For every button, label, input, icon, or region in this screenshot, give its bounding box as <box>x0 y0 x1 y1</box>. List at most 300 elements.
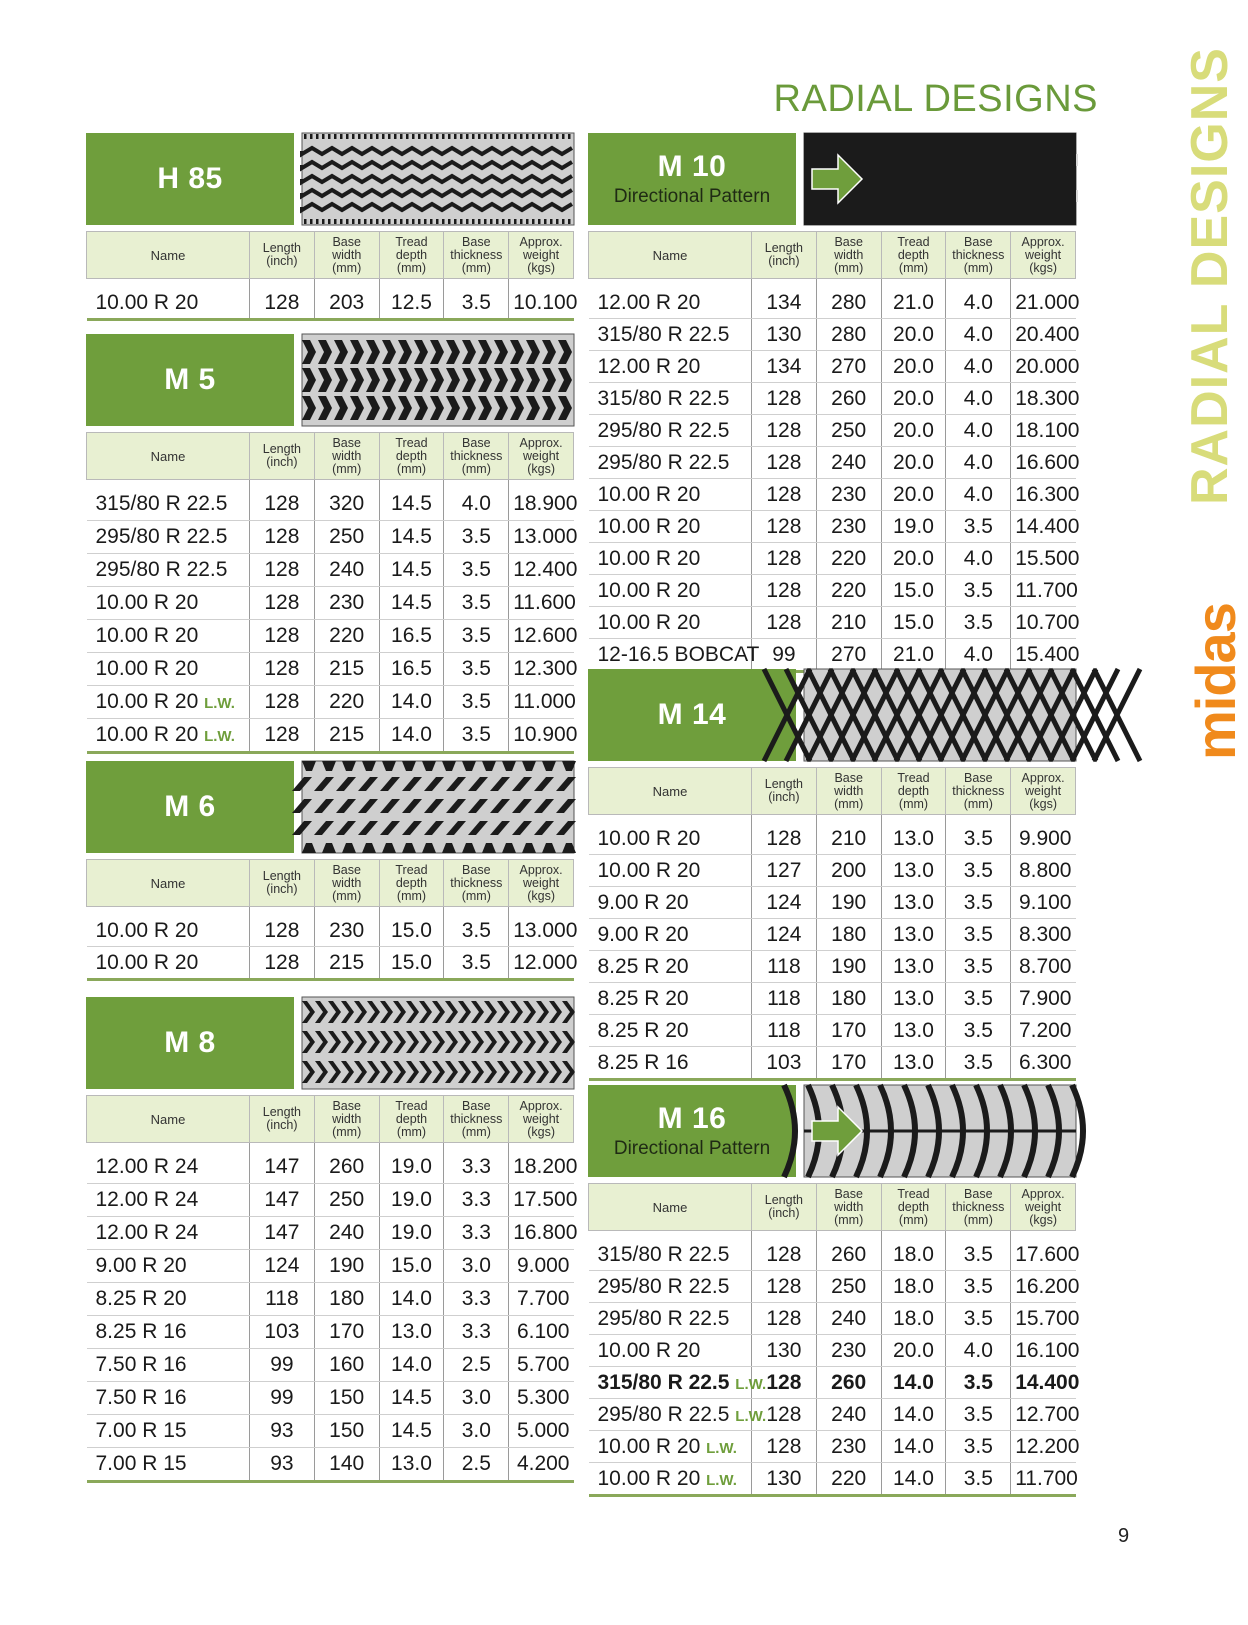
col-header-line: (kgs) <box>527 461 555 476</box>
col-header-line: (mm) <box>461 260 491 275</box>
table-row <box>589 1335 1076 1367</box>
model-badge <box>588 133 796 225</box>
tyre-size-cell <box>87 1217 250 1250</box>
col-header-length <box>250 860 315 907</box>
base-width-cell: 230 <box>314 587 379 620</box>
col-header-name: Name <box>87 433 250 480</box>
col-header-line: Tread <box>395 1098 428 1113</box>
tyre-size-cell <box>589 543 752 575</box>
base-thickness-cell: 4.0 <box>946 543 1011 575</box>
length-cell: 99 <box>250 1349 315 1382</box>
tyre-size: 7.00 R 15 <box>95 1452 187 1475</box>
table-row <box>87 1283 574 1316</box>
base-width-cell: 250 <box>816 415 881 447</box>
tyre-size: 12.00 R 20 <box>597 290 701 314</box>
section-m5 <box>86 334 578 754</box>
tyre-size-cell <box>589 319 752 351</box>
tread-depth-cell: 15.0 <box>379 907 444 947</box>
length-cell: 118 <box>752 983 817 1015</box>
base-thickness-cell: 3.0 <box>444 1415 509 1448</box>
header-row <box>87 1096 574 1143</box>
weight-cell: 7.200 <box>1011 1015 1076 1047</box>
col-header-tread-depth <box>379 433 444 480</box>
spec-table <box>86 432 578 754</box>
base-width-cell: 203 <box>314 279 379 320</box>
base-thickness-cell: 3.3 <box>444 1184 509 1217</box>
model-name: M 5 <box>164 363 216 396</box>
col-header-line: (mm) <box>898 796 929 811</box>
section-header <box>588 669 1076 761</box>
length-cell: 128 <box>250 719 315 753</box>
table-row <box>589 1231 1076 1271</box>
col-header-line: Length <box>764 1193 804 1207</box>
weight-cell: 13.000 <box>509 907 574 947</box>
col-header-line: Base <box>332 234 361 249</box>
length-cell: 93 <box>250 1415 315 1448</box>
weight-cell: 14.400 <box>1011 511 1076 543</box>
tread-depth-cell: 14.0 <box>379 1283 444 1316</box>
tread-depth-cell: 14.5 <box>379 587 444 620</box>
tyre-size: 10.00 R 20 <box>597 514 701 538</box>
header-row <box>589 1184 1076 1231</box>
tread-pattern-image <box>804 133 1076 225</box>
col-header-weight <box>1011 768 1076 815</box>
length-cell: 128 <box>250 947 315 980</box>
base-width-cell: 240 <box>816 1399 881 1431</box>
section-header <box>588 1085 1076 1177</box>
tyre-size: 295/80 R 22.5 <box>95 558 228 581</box>
page-title: RADIAL DESIGNS <box>773 78 1098 120</box>
base-width-cell: 160 <box>314 1349 379 1382</box>
length-cell: 128 <box>752 1367 817 1399</box>
length-cell: 130 <box>752 1463 817 1496</box>
col-header-line: (mm) <box>461 461 491 476</box>
spec-table-body <box>87 279 578 320</box>
table-row <box>589 1303 1076 1335</box>
col-header-line: Base <box>332 1098 361 1113</box>
length-cell: 147 <box>250 1184 315 1217</box>
col-header-line: Approx. <box>519 862 563 877</box>
col-header-line: depth <box>897 783 930 798</box>
col-header-line: (kgs) <box>527 888 555 903</box>
section-header <box>86 334 574 426</box>
weight-cell: 10.900 <box>509 719 574 753</box>
base-width-cell: 180 <box>816 983 881 1015</box>
length-cell: 118 <box>752 951 817 983</box>
length-cell: 128 <box>752 383 817 415</box>
tread-depth-cell: 13.0 <box>881 919 946 951</box>
tyre-size: 8.25 R 16 <box>597 1050 689 1074</box>
table-row <box>87 480 574 521</box>
tyre-size: 10.00 R 20 <box>597 610 701 634</box>
col-header-line: Base <box>834 1186 863 1201</box>
col-header-base-thickness <box>444 860 509 907</box>
length-cell: 128 <box>752 1271 817 1303</box>
weight-cell: 8.800 <box>1011 855 1076 887</box>
weight-cell: 17.600 <box>1011 1231 1076 1271</box>
col-header-line: width <box>332 448 362 463</box>
col-header-weight <box>509 860 574 907</box>
col-header-line: thickness <box>952 247 1005 262</box>
table-row <box>589 479 1076 511</box>
col-header-line: (mm) <box>396 888 427 903</box>
tyre-size: 295/80 R 22.5 <box>597 418 730 442</box>
col-header-line: thickness <box>450 247 503 262</box>
col-header-line: Tread <box>395 435 428 450</box>
col-header-weight <box>1011 232 1076 279</box>
table-row <box>589 1271 1076 1303</box>
base-thickness-cell: 3.5 <box>946 1367 1011 1399</box>
base-thickness-cell: 3.3 <box>444 1316 509 1349</box>
tyre-size-cell <box>589 415 752 447</box>
base-thickness-cell: 3.5 <box>444 907 509 947</box>
col-header-line: Length <box>764 241 804 255</box>
length-cell: 128 <box>250 686 315 719</box>
spec-table-head <box>87 433 574 480</box>
tyre-size: 10.00 R 20 <box>597 546 701 570</box>
tyre-size-cell <box>87 947 250 980</box>
tread-depth-cell: 16.5 <box>379 653 444 686</box>
weight-cell: 10.700 <box>1011 607 1076 639</box>
weight-cell: 11.600 <box>509 587 574 620</box>
section-m10 <box>588 133 1080 673</box>
base-width-cell: 220 <box>314 686 379 719</box>
col-header-line: (inch) <box>266 1118 298 1132</box>
base-thickness-cell: 3.5 <box>946 951 1011 983</box>
tread-depth-cell: 14.5 <box>379 521 444 554</box>
base-thickness-cell: 4.0 <box>946 415 1011 447</box>
header-row <box>87 433 574 480</box>
tyre-size: 295/80 R 22.5 <box>95 525 228 548</box>
col-header-line: (inch) <box>768 1206 800 1220</box>
table-row <box>589 639 1076 672</box>
tyre-size-cell <box>87 719 250 753</box>
tyre-size: 10.00 R 20 <box>95 918 199 942</box>
base-width-cell: 190 <box>314 1250 379 1283</box>
length-cell: 147 <box>250 1143 315 1184</box>
col-header-line: (mm) <box>963 796 993 811</box>
tread-depth-cell: 13.0 <box>881 1047 946 1080</box>
col-header-line: width <box>332 247 362 262</box>
table-row <box>589 279 1076 319</box>
weight-cell: 16.200 <box>1011 1271 1076 1303</box>
weight-cell: 15.700 <box>1011 1303 1076 1335</box>
col-header-line: Tread <box>395 234 428 249</box>
tyre-size: 9.00 R 20 <box>597 890 689 914</box>
tyre-size-cell <box>589 479 752 511</box>
tread-depth-cell: 12.5 <box>379 279 444 320</box>
tyre-size: 10.00 R 20 <box>95 591 199 614</box>
tyre-size: 10.00 R 20 <box>95 723 199 746</box>
tread-depth-cell: 13.0 <box>379 1316 444 1349</box>
base-thickness-cell: 3.5 <box>946 607 1011 639</box>
section-header <box>86 133 574 225</box>
base-thickness-cell: 3.5 <box>946 815 1011 855</box>
length-cell: 128 <box>250 554 315 587</box>
tread-pattern-image <box>302 997 574 1089</box>
tyre-size-cell <box>589 351 752 383</box>
base-thickness-cell: 4.0 <box>946 279 1011 319</box>
base-width-cell: 240 <box>314 1217 379 1250</box>
tyre-size-cell <box>589 951 752 983</box>
col-header-base-width <box>816 1184 881 1231</box>
tyre-size: 8.25 R 20 <box>95 1287 187 1310</box>
col-header-line: width <box>834 1199 864 1214</box>
base-width-cell: 280 <box>816 319 881 351</box>
tyre-size: 10.00 R 20 <box>95 690 199 713</box>
length-cell: 99 <box>250 1382 315 1415</box>
tyre-size: 9.00 R 20 <box>95 1254 187 1277</box>
base-thickness-cell: 4.0 <box>946 351 1011 383</box>
section-m6 <box>86 761 578 981</box>
tyre-size: 8.25 R 20 <box>597 986 689 1010</box>
tyre-size: 10.00 R 20 <box>95 657 199 680</box>
spec-table-body <box>87 907 578 980</box>
col-header-base-thickness <box>946 768 1011 815</box>
section-header <box>86 997 574 1089</box>
table-row <box>87 947 574 980</box>
base-width-cell: 220 <box>816 543 881 575</box>
table-row <box>589 1431 1076 1463</box>
tread-depth-cell: 20.0 <box>881 319 946 351</box>
col-header-line: (mm) <box>396 461 427 476</box>
table-row <box>87 1448 574 1482</box>
tread-pattern-graphic <box>804 133 1076 225</box>
col-header-line: Approx. <box>1021 234 1065 249</box>
col-header-line: (mm) <box>396 260 427 275</box>
tread-pattern-image <box>804 1085 1076 1177</box>
length-cell: 93 <box>250 1448 315 1482</box>
tread-depth-cell: 14.5 <box>379 1415 444 1448</box>
tread-depth-cell: 14.5 <box>379 480 444 521</box>
table-row <box>87 1143 574 1184</box>
section-header <box>86 761 574 853</box>
length-cell: 130 <box>752 319 817 351</box>
col-header-line: thickness <box>450 448 503 463</box>
tread-depth-cell: 18.0 <box>881 1271 946 1303</box>
base-width-cell: 240 <box>816 1303 881 1335</box>
col-header-line: (mm) <box>396 1124 427 1139</box>
header-row <box>87 232 574 279</box>
col-header-name: Name <box>87 860 250 907</box>
weight-cell: 6.300 <box>1011 1047 1076 1080</box>
tread-pattern-graphic <box>302 997 574 1089</box>
tread-pattern-graphic <box>302 334 574 426</box>
base-width-cell: 190 <box>816 887 881 919</box>
weight-cell: 7.900 <box>1011 983 1076 1015</box>
length-cell: 130 <box>752 1335 817 1367</box>
tyre-size-cell <box>589 983 752 1015</box>
tyre-size-cell <box>87 480 250 521</box>
col-header-base-width <box>816 768 881 815</box>
length-cell: 128 <box>250 279 315 320</box>
tyre-size: 10.00 R 20 <box>95 290 199 314</box>
spec-table <box>588 231 1080 673</box>
length-cell: 127 <box>752 855 817 887</box>
col-header-line: (mm) <box>898 1212 929 1227</box>
tread-depth-cell: 20.0 <box>881 1335 946 1367</box>
col-header-base-thickness <box>946 1184 1011 1231</box>
tread-depth-cell: 13.0 <box>881 983 946 1015</box>
length-cell: 128 <box>250 521 315 554</box>
weight-cell: 11.000 <box>509 686 574 719</box>
col-header-base-thickness <box>444 1096 509 1143</box>
weight-cell: 12.200 <box>1011 1431 1076 1463</box>
tyre-size: 12.00 R 24 <box>95 1221 199 1244</box>
spec-table-head <box>589 1184 1076 1231</box>
tyre-size-cell <box>589 887 752 919</box>
tyre-size-cell <box>589 383 752 415</box>
col-header-line: (kgs) <box>1029 1212 1057 1227</box>
col-header-weight <box>509 1096 574 1143</box>
weight-cell: 16.300 <box>1011 479 1076 511</box>
base-width-cell: 180 <box>816 919 881 951</box>
tread-depth-cell: 14.0 <box>881 1431 946 1463</box>
col-header-line: Base <box>462 435 491 450</box>
col-header-line: (kgs) <box>1029 260 1057 275</box>
tyre-size-cell <box>589 815 752 855</box>
col-header-line: Base <box>462 234 491 249</box>
weight-cell: 18.200 <box>509 1143 574 1184</box>
tread-depth-cell: 20.0 <box>881 479 946 511</box>
tread-depth-cell: 13.0 <box>881 855 946 887</box>
base-width-cell: 270 <box>816 351 881 383</box>
table-row <box>589 351 1076 383</box>
col-header-line: Base <box>834 770 863 785</box>
col-header-tread-depth <box>379 232 444 279</box>
lw-badge: L.W. <box>735 1407 767 1425</box>
base-width-cell: 215 <box>314 719 379 753</box>
tyre-size-cell <box>87 1143 250 1184</box>
col-header-base-thickness <box>444 232 509 279</box>
base-width-cell: 230 <box>314 907 379 947</box>
col-header-line: (mm) <box>834 260 864 275</box>
weight-cell: 11.700 <box>1011 575 1076 607</box>
tyre-size: 9.00 R 20 <box>597 922 689 946</box>
col-header-line: Approx. <box>519 234 563 249</box>
tyre-size: 295/80 R 22.5 <box>597 450 730 474</box>
length-cell: 128 <box>250 907 315 947</box>
tread-depth-cell: 14.5 <box>379 554 444 587</box>
weight-cell: 5.000 <box>509 1415 574 1448</box>
length-cell: 128 <box>250 653 315 686</box>
tyre-size-cell <box>87 686 250 719</box>
length-cell: 124 <box>250 1250 315 1283</box>
col-header-base-width <box>314 232 379 279</box>
col-header-line: (mm) <box>898 260 929 275</box>
model-name: M 10 <box>657 150 727 183</box>
col-header-line: thickness <box>952 1199 1005 1214</box>
length-cell: 147 <box>250 1217 315 1250</box>
model-badge <box>86 997 294 1089</box>
base-width-cell: 260 <box>816 383 881 415</box>
col-header-line: Tread <box>395 862 428 877</box>
base-width-cell: 260 <box>816 1231 881 1271</box>
base-thickness-cell: 4.0 <box>946 479 1011 511</box>
spec-table-head <box>87 232 574 279</box>
table-row <box>87 1349 574 1382</box>
col-header-line: Base <box>462 862 491 877</box>
weight-cell: 21.000 <box>1011 279 1076 319</box>
weight-cell: 11.700 <box>1011 1463 1076 1496</box>
col-header-length <box>752 1184 817 1231</box>
col-header-line: Base <box>964 234 993 249</box>
weight-cell: 13.000 <box>509 521 574 554</box>
table-row <box>87 1250 574 1283</box>
length-cell: 118 <box>250 1283 315 1316</box>
tyre-size-cell <box>589 575 752 607</box>
table-row <box>589 383 1076 415</box>
col-header-line: (inch) <box>266 254 298 268</box>
weight-cell: 12.600 <box>509 620 574 653</box>
weight-cell: 20.000 <box>1011 351 1076 383</box>
base-width-cell: 270 <box>816 639 881 672</box>
col-header-line: (inch) <box>266 455 298 469</box>
lw-badge: L.W. <box>204 695 235 712</box>
table-row <box>87 1184 574 1217</box>
base-thickness-cell: 3.5 <box>946 1303 1011 1335</box>
table-row <box>589 543 1076 575</box>
section-h85 <box>86 133 578 321</box>
tyre-size: 8.25 R 20 <box>597 1018 689 1042</box>
tread-depth-cell: 14.5 <box>379 1382 444 1415</box>
col-header-line: thickness <box>450 1111 503 1126</box>
table-row <box>87 587 574 620</box>
model-badge <box>86 761 294 853</box>
length-cell: 99 <box>752 639 817 672</box>
tyre-size-cell <box>589 639 760 672</box>
col-header-line: Length <box>764 777 804 791</box>
col-header-tread-depth <box>881 232 946 279</box>
side-title-text: RADIAL DESIGNS <box>1181 47 1239 505</box>
spec-table-body <box>87 480 578 753</box>
tyre-size: 8.25 R 16 <box>95 1320 187 1343</box>
tyre-size-cell <box>589 607 752 639</box>
tread-depth-cell: 14.0 <box>379 686 444 719</box>
tread-pattern-image <box>302 334 574 426</box>
base-thickness-cell: 3.5 <box>444 554 509 587</box>
col-header-line: Approx. <box>1021 770 1065 785</box>
base-width-cell: 320 <box>314 480 379 521</box>
tread-depth-cell: 13.0 <box>881 887 946 919</box>
tread-depth-cell: 14.0 <box>881 1399 946 1431</box>
table-row <box>589 1399 1076 1431</box>
length-cell: 128 <box>752 479 817 511</box>
tyre-size: 295/80 R 22.5 <box>597 1306 730 1330</box>
tread-depth-cell: 20.0 <box>881 383 946 415</box>
base-width-cell: 240 <box>816 447 881 479</box>
length-cell: 124 <box>752 887 817 919</box>
length-cell: 128 <box>250 587 315 620</box>
spec-table-head <box>87 1096 574 1143</box>
base-thickness-cell: 3.5 <box>444 587 509 620</box>
tyre-size-cell <box>589 279 752 319</box>
tread-depth-cell: 18.0 <box>881 1231 946 1271</box>
spec-table-body <box>87 1143 578 1482</box>
tyre-size-cell <box>87 554 250 587</box>
col-header-name: Name <box>87 232 250 279</box>
model-badge <box>86 334 294 426</box>
table-row <box>589 815 1076 855</box>
weight-cell: 18.900 <box>509 480 574 521</box>
col-header-weight <box>509 433 574 480</box>
tyre-size: 10.00 R 20 <box>597 578 701 602</box>
weight-cell: 10.100 <box>509 279 574 320</box>
tread-depth-cell: 20.0 <box>881 543 946 575</box>
weight-cell: 8.300 <box>1011 919 1076 951</box>
length-cell: 128 <box>752 511 817 543</box>
tyre-size: 12-16.5 BOBCAT <box>597 642 760 666</box>
